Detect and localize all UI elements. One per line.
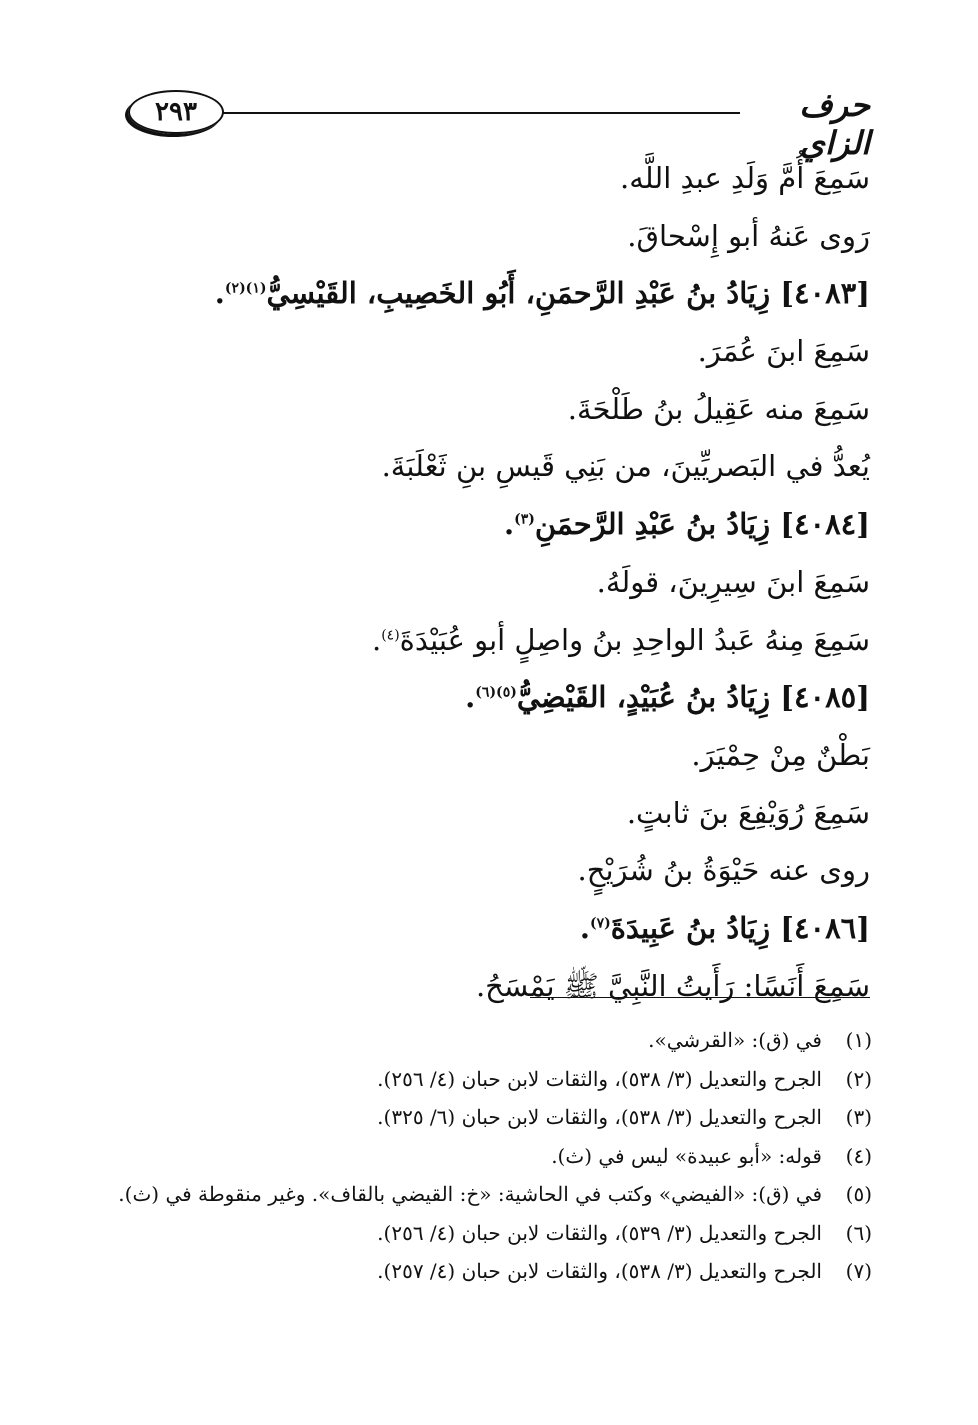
footnote-text: الجرح والتعديل (٣/ ٥٣٩)، والثقات لابن حبان (٤/ ٢٥٦). bbox=[377, 1220, 822, 1245]
text-line: سَمِعَ أُمَّ وَلَدِ عبدِ اللَّه. bbox=[620, 161, 870, 195]
footnote-text: الجرح والتعديل (٣/ ٥٣٨)، والثقات لابن حبان (٤/ ٢٥٦). bbox=[377, 1066, 822, 1091]
footnote bbox=[132, 1021, 872, 1060]
footnote bbox=[132, 1137, 872, 1176]
chapter-title: حرف الزاي bbox=[799, 86, 870, 162]
footnote-number: (٧) bbox=[845, 1259, 872, 1283]
footnote-number: (٢) bbox=[845, 1066, 872, 1091]
page-number: ٢٩٣ bbox=[128, 90, 224, 134]
footnote bbox=[132, 1214, 872, 1253]
entry-heading: [٤٠٨٥] زِيَادُ بنُ عُبَيْدٍ، القَيْضِيُّ$^{(٥)(٦)}$. bbox=[465, 680, 870, 715]
footnote-separator bbox=[530, 997, 870, 998]
footnote-text: الجرح والتعديل (٣/ ٥٣٨)، والثقات لابن حبان (٤/ ٢٥٧). bbox=[377, 1259, 822, 1283]
footnote-ref: (٧) bbox=[589, 915, 611, 932]
footnote bbox=[132, 1060, 872, 1099]
footnote-number: (٣) bbox=[845, 1105, 872, 1129]
text-line: سَمِعَ مِنهُ عَبدُ الواحِدِ بنُ واصِلٍ أبو عُبَيْدَةَ$^{(٤)}$. bbox=[371, 622, 870, 657]
page-header bbox=[128, 86, 870, 162]
text-line: سَمِعَ ابنَ عُمَرَ. bbox=[697, 334, 870, 369]
text-line: سَمِعَ أَنَسًا: رَأَيتُ النَّبِيَّ ﷺ يَمْسَحُ. bbox=[475, 968, 870, 1003]
text-line: يُعدُّ في البَصريِّينَ، من بَنِي قَيسِ بنِ ثَعْلَبَةَ. bbox=[381, 449, 870, 484]
main-text bbox=[150, 150, 870, 1015]
footnote-number: (١) bbox=[845, 1028, 872, 1052]
footnote-ref: (١)(٢) bbox=[224, 280, 267, 297]
entry-heading: [٤٠٨٣] زِيَادُ بنُ عَبْدِ الرَّحمَنِ، أَبُو الخَصِيبِ، القَيْسِيُّ$^{(١)(٢)}$. bbox=[214, 276, 870, 311]
entry-heading: [٤٠٨٤] زِيَادُ بنُ عَبْدِ الرَّحمَنِ$^{(٣)}$. bbox=[504, 507, 870, 542]
footnote bbox=[132, 1252, 872, 1291]
footnote-number: (٥) bbox=[845, 1182, 872, 1206]
text-line: روى عنه حَيْوَةُ بنُ شُرَيْحٍ. bbox=[577, 853, 870, 888]
footnote-text: في (ق): «الفيضي» وكتب في الحاشية: «خ: القيضي بالقاف». وغير منقوطة في (ث). bbox=[118, 1182, 822, 1206]
entry-heading: [٤٠٨٦] زِيَادُ بنُ عَبِيدَةَ$^{(٧)}$. bbox=[579, 910, 870, 945]
text-line: رَوى عَنهُ أبو إِسْحاقَ. bbox=[627, 218, 870, 253]
text-line: سَمِعَ منه عَقِيلُ بنُ طَلْحَةَ. bbox=[567, 391, 870, 426]
footnotes bbox=[118, 1021, 872, 1291]
footnote-number: (٦) bbox=[845, 1220, 872, 1245]
text-line: سَمِعَ ابنَ سِيرِينَ، قولَهُ. bbox=[596, 564, 870, 599]
text-line: سَمِعَ رُوَيْفِعَ بنَ ثابتٍ. bbox=[626, 795, 870, 830]
footnote-number: (٤) bbox=[845, 1143, 872, 1168]
header-rule bbox=[222, 112, 740, 114]
footnote bbox=[132, 1098, 872, 1137]
footnote-text: الجرح والتعديل (٣/ ٥٣٨)، والثقات لابن حبان (٦/ ٣٢٥). bbox=[377, 1105, 822, 1129]
footnote-ref: (٥)(٦) bbox=[475, 684, 517, 701]
footnote bbox=[118, 1175, 872, 1214]
footnote-text: في (ق): «القرشي». bbox=[648, 1028, 822, 1052]
text-line: بَطْنٌ مِنْ حِمْيَرَ. bbox=[691, 737, 870, 772]
footnote-text: قوله: «أبو عبيدة» ليس في (ث). bbox=[551, 1143, 822, 1168]
footnote-ref: (٤) bbox=[381, 626, 400, 643]
footnote-ref: (٣) bbox=[514, 511, 535, 528]
